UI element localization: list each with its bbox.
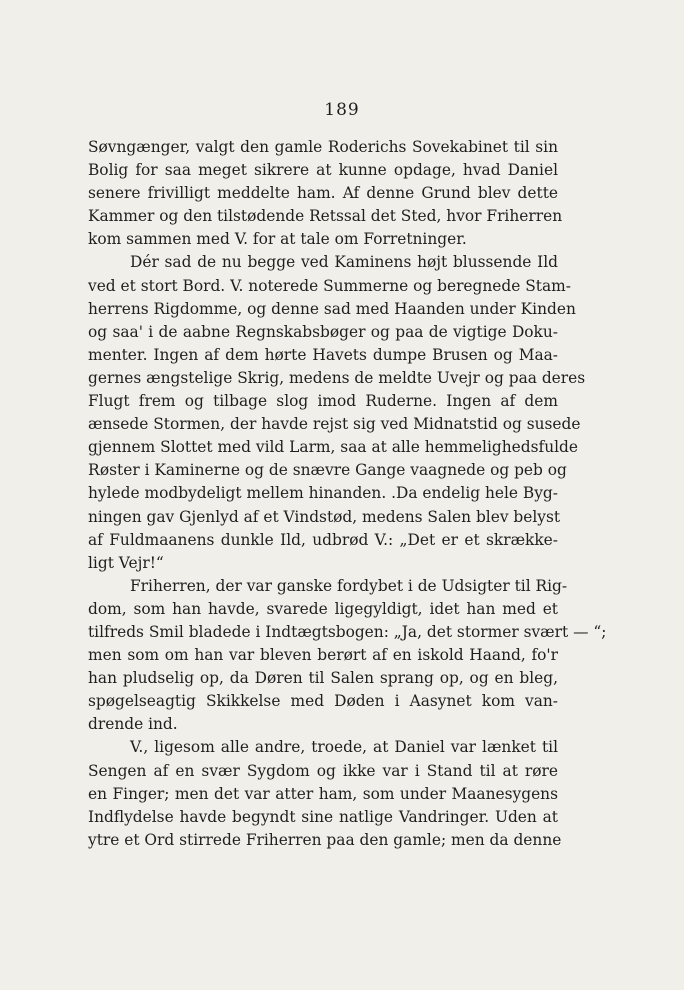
- text-line: spøgelseagtig Skikkelse med Døden i Aasynet kom van-: [88, 692, 558, 711]
- text-line: ænsede Stormen, der havde rejst sig ved Midnatstid og susede: [88, 415, 581, 434]
- text-line: kom sammen med V. for at tale om Forretninger.: [88, 230, 467, 249]
- text-line: ytre et Ord stirrede Friherren paa den gamle; men da denne: [88, 830, 562, 849]
- text-line: Friherren, der var ganske fordybet i de Udsigter til Rig-: [130, 576, 568, 595]
- text-line: Sengen af en svær Sygdom og ikke var i Stand til at røre: [88, 761, 558, 780]
- text-line: Kammer og den tilstødende Retssal det Sted, hvor Friherren: [88, 207, 563, 226]
- text-line: ved et stort Bord. V. noterede Summerne og beregnede Stam-: [88, 276, 571, 295]
- text-line: han pludselig op, da Døren til Salen sprang op, og en bleg,: [88, 669, 558, 688]
- text-line: Bolig for saa meget sikrere at kunne opdage, hvad Daniel: [88, 161, 558, 180]
- text-line: dom, som han havde, svarede ligegyldigt, idet han med et: [88, 599, 558, 618]
- page-number: 189: [324, 100, 360, 120]
- text-line: af Fuldmaanens dunkle Ild, udbrød V.: „Det er et skrække-: [88, 530, 558, 549]
- text-line: Indflydelse havde begyndt sine natlige Vandringer. Uden at: [88, 807, 558, 826]
- text-line: ningen gav Gjenlyd af et Vindstød, medens Salen blev belyst: [88, 507, 561, 526]
- text-line: gernes ængstelige Skrig, medens de meldte Uvejr og paa deres: [88, 368, 586, 387]
- text-line: Røster i Kaminerne og de snævre Gange vaagnede og peb og: [88, 461, 567, 480]
- text-line: drende ind.: [88, 715, 178, 734]
- text-line: Dér sad de nu begge ved Kaminens højt blussende Ild: [130, 253, 558, 272]
- text-line: gjennem Slottet med vild Larm, saa at alle hemmelighedsfulde: [88, 438, 578, 457]
- text-line: senere frivilligt meddelte ham. Af denne Grund blev dette: [88, 184, 558, 203]
- text-line: hylede modbydeligt mellem hinanden. .Da endelig hele Byg-: [88, 484, 558, 503]
- text-line: en Finger; men det var atter ham, som under Maanesygens: [88, 784, 558, 803]
- text-line: og saa' i de aabne Regnskabsbøger og paa de vigtige Doku-: [88, 322, 558, 341]
- text-line: Flugt frem og tilbage slog imod Ruderne. Ingen af dem: [88, 392, 558, 411]
- text-line: menter. Ingen af dem hørte Havets dumpe Brusen og Maa-: [88, 345, 558, 364]
- body-text: [88, 136, 607, 852]
- text-line: tilfreds Smil bladede i Indtægtsbogen: „Ja, det stormer svært — “;: [88, 622, 607, 641]
- text-line: herrens Rigdomme, og denne sad med Haanden under Kinden: [88, 299, 576, 318]
- text-line: Søvngænger, valgt den gamle Roderichs Sovekabinet til sin: [88, 138, 558, 156]
- text-line: ligt Vejr!“: [88, 553, 164, 572]
- text-line: V., ligesom alle andre, troede, at Daniel var lænket til: [130, 738, 558, 757]
- text-line: men som om han var bleven berørt af en iskold Haand, fo'r: [88, 646, 558, 665]
